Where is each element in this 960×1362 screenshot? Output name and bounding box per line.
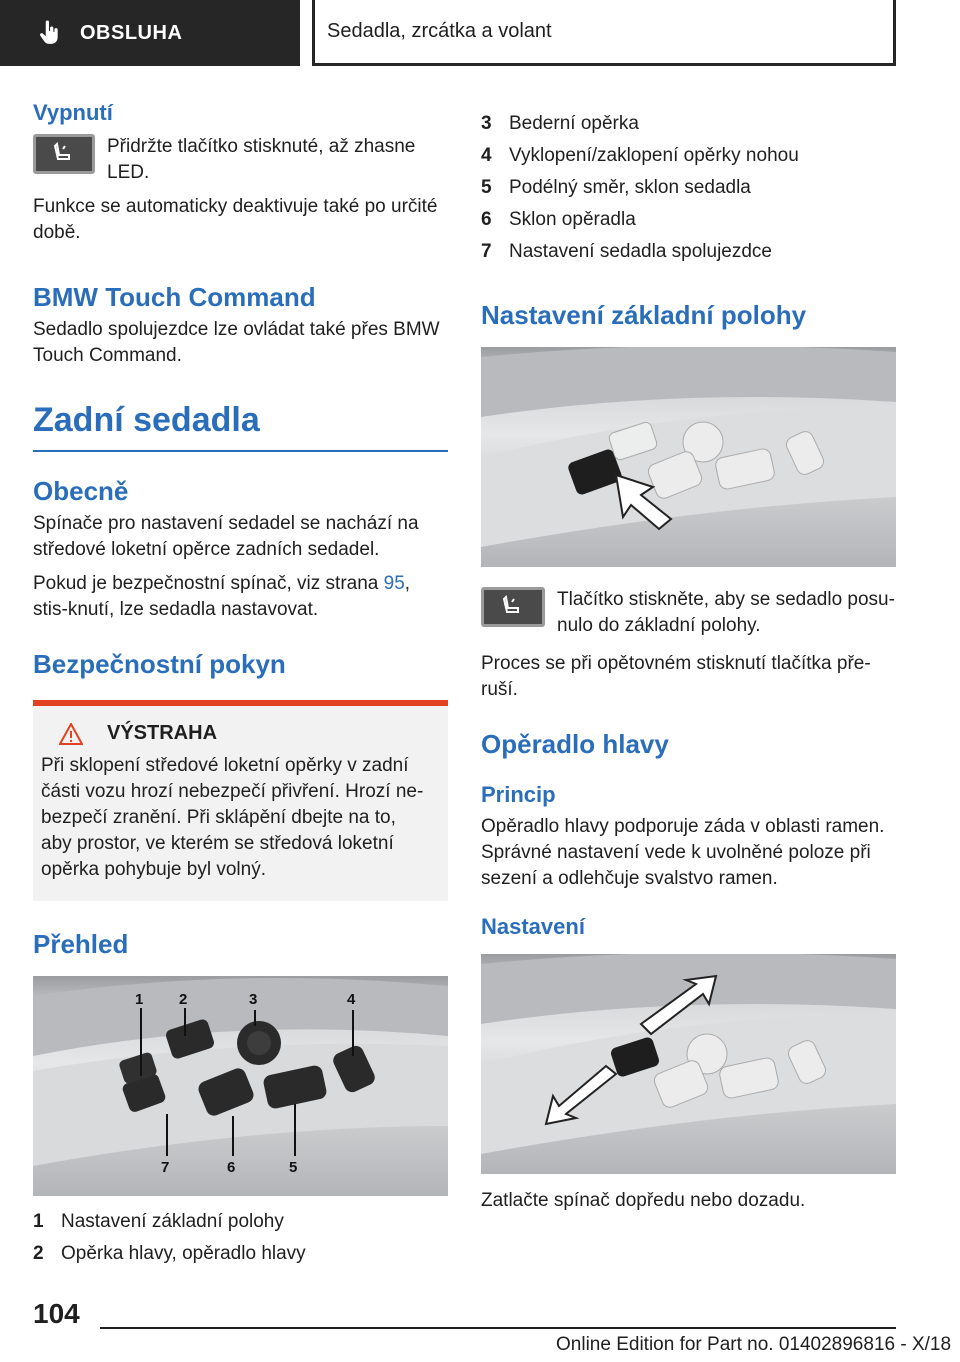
callout-4: 4	[347, 991, 356, 1008]
page-number: 104	[33, 1298, 80, 1329]
list-item: 7 Nastavení sedadla spolujezdce	[481, 241, 773, 262]
vypnuti-icon-row	[33, 134, 448, 186]
callout-1: 1	[135, 991, 144, 1008]
hand-pointer-icon	[36, 20, 62, 46]
list-item: 4 Vyklopení/zaklopení opěrky nohou	[481, 145, 799, 166]
callout-2: 2	[179, 991, 188, 1008]
footer-rule	[100, 1327, 896, 1329]
obecne-text2	[33, 571, 448, 623]
left-column	[33, 100, 448, 1270]
basic-position-icon-text: Tlačítko stiskněte, aby se sedadlo posu-nulo do základní polohy.	[557, 589, 895, 636]
callout-7: 7	[161, 1159, 170, 1176]
obecne-text2-a: Pokud je bezpečnostní spínač, viz strana	[33, 573, 384, 594]
header-chapter-label: Sedadla, zrcátka a volant	[327, 20, 552, 42]
page-link-95[interactable]: 95	[383, 573, 405, 594]
heading-zadni-sedadla: Zadní sedadla	[33, 401, 260, 439]
callout-3: 3	[249, 991, 258, 1008]
vypnuti-icon-text: Přidržte tlačítko stisknuté, až zhasne LED.	[107, 136, 416, 183]
list-item: 3 Bederní opěrka	[481, 113, 639, 134]
basic-position-icon-row	[481, 587, 896, 639]
touch-text: Sedadlo spolujezdce lze ovládat také přes BMW Touch Command.	[33, 319, 440, 366]
vypnuti-text: Funkce se automaticky deaktivuje také po určité době.	[33, 196, 438, 243]
obecne-text1: Spínače pro nastavení sedadel se nachází na středové loketní opěrce zadních sedadel.	[33, 513, 419, 560]
warning-triangle-icon	[59, 723, 83, 745]
heading-bezpecnostni-pokyn: Bezpečnostní pokyn	[33, 649, 286, 679]
footer-edition: Online Edition for Part no. 01402896816 - X/18	[556, 1334, 952, 1355]
heading-prehled: Přehled	[33, 929, 129, 959]
basic-position-image	[481, 347, 896, 567]
seat-controls-overview-image	[33, 976, 448, 1196]
right-column	[481, 108, 896, 1214]
warning-title	[41, 722, 430, 745]
headrest-adjust-image	[481, 954, 896, 1174]
seat-icon	[49, 141, 79, 167]
heading-nastaveni: Nastavení	[481, 914, 585, 939]
section-rule	[33, 450, 448, 452]
list-item: 6 Sklon opěradla	[481, 209, 636, 230]
seat-icon	[498, 594, 528, 620]
basic-position-text: Proces se při opětovném stisknutí tlačítka pře-ruší.	[481, 653, 871, 700]
heading-obecne: Obecně	[33, 476, 129, 506]
heading-touch-command: BMW Touch Command	[33, 282, 316, 312]
list-item: 2 Opěrka hlavy, opěradlo hlavy	[33, 1243, 306, 1264]
overview-list-right	[481, 108, 896, 268]
header-section-label: OBSLUHA	[80, 21, 183, 44]
list-item: 1 Nastavení základní polohy	[33, 1211, 284, 1232]
callout-5: 5	[289, 1159, 298, 1176]
nastaveni-text: Zatlačte spínač dopředu nebo dozadu.	[481, 1190, 806, 1211]
header-chapter	[312, 0, 896, 66]
callout-6: 6	[227, 1159, 236, 1176]
heading-nastaveni-zakladni-polohy: Nastavení základní polohy	[481, 300, 807, 330]
obecne-text2-b: , stis-knutí, lze sedadla nastavovat.	[33, 573, 411, 620]
list-item: 5 Podélný směr, sklon sedadla	[481, 177, 751, 198]
warning-box	[33, 706, 448, 901]
warning-title-label: VÝSTRAHA	[107, 722, 218, 744]
warning-text: Při sklopení středové loketní opěrky v zadní části vozu hrozí nebezpečí přivření. Hrozí ne-bezpečí zranění. Při sklápění dbejte na to, aby prostor, ve kterém se středová loketní opěrka pohybuje byl volný.	[41, 755, 424, 880]
heading-operadlo-hlavy: Opěradlo hlavy	[481, 729, 669, 759]
princip-text: Opěradlo hlavy podporuje záda v oblasti ramen. Správné nastavení vede k uvolněné poloze při sezení a odlehčuje svalstvo ramen.	[481, 816, 885, 889]
heading-vypnuti: Vypnutí	[33, 100, 113, 125]
seat-button-icon	[33, 134, 95, 174]
heading-princip: Princip	[481, 782, 556, 807]
header-section-tab	[0, 0, 300, 66]
basic-position-button-icon	[481, 587, 545, 627]
overview-list-left	[33, 1206, 448, 1270]
